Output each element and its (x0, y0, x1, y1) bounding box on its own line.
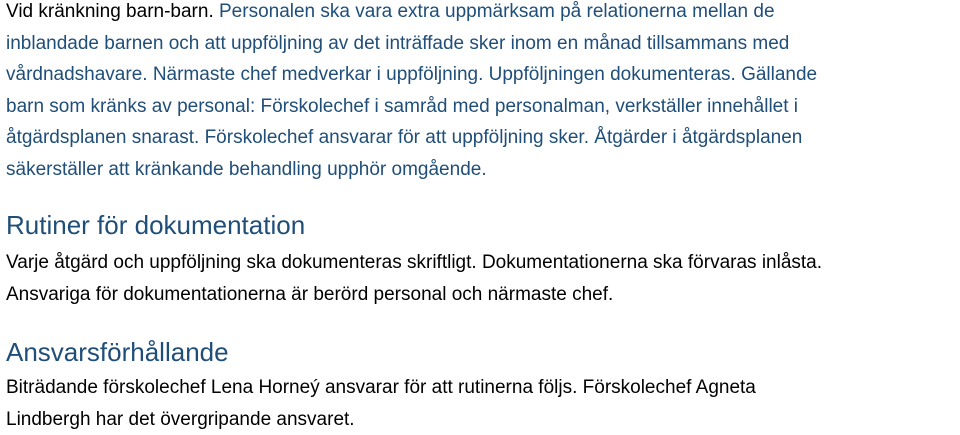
intro-text-run: Vid kränkning barn-barn. (6, 1, 219, 22)
intro-text-run: säkerställer att kränkande behandling upphör omgående. (6, 159, 487, 180)
intro-text-run: inblandade barnen och att uppföljning av det inträffade sker inom en månad tillsammans med (6, 33, 789, 54)
documentation-line: Ansvariga för dokumentationerna är berörd personal och närmaste chef. (6, 279, 958, 311)
documentation-heading: Rutiner för dokumentation (6, 208, 305, 242)
intro-line (6, 122, 958, 154)
intro-line (6, 59, 958, 91)
intro-text-run: vårdnadshavare. Närmaste chef medverkar i uppföljning. Uppföljningen dokumenteras. Gällande (6, 64, 817, 85)
intro-text-run: barn som kränks av personal: Förskolechef i samråd med personalman, verkställer innehållet i (6, 96, 798, 117)
intro-line (6, 91, 958, 123)
responsibility-heading: Ansvarsförhållande (6, 335, 229, 369)
responsibility-line: Biträdande förskolechef Lena Horneý ansvarar för att rutinerna följs. Förskolechef Agneta (6, 372, 958, 404)
intro-text-run: Personalen ska vara extra uppmärksam på relationerna mellan de (219, 1, 775, 22)
responsibility-paragraph (6, 372, 958, 435)
responsibility-line: Lindbergh har det övergripande ansvaret. (6, 404, 958, 435)
documentation-paragraph (6, 247, 958, 310)
documentation-line: Varje åtgärd och uppföljning ska dokumenteras skriftligt. Dokumentationerna ska förvaras inlåsta. (6, 247, 958, 279)
intro-line (6, 0, 958, 28)
intro-paragraph (6, 0, 958, 185)
intro-text-run: åtgärdsplanen snarast. Förskolechef ansvarar för att uppföljning sker. Åtgärder i åtgärdsplanen (6, 127, 802, 148)
intro-line (6, 154, 958, 186)
intro-line (6, 28, 958, 60)
